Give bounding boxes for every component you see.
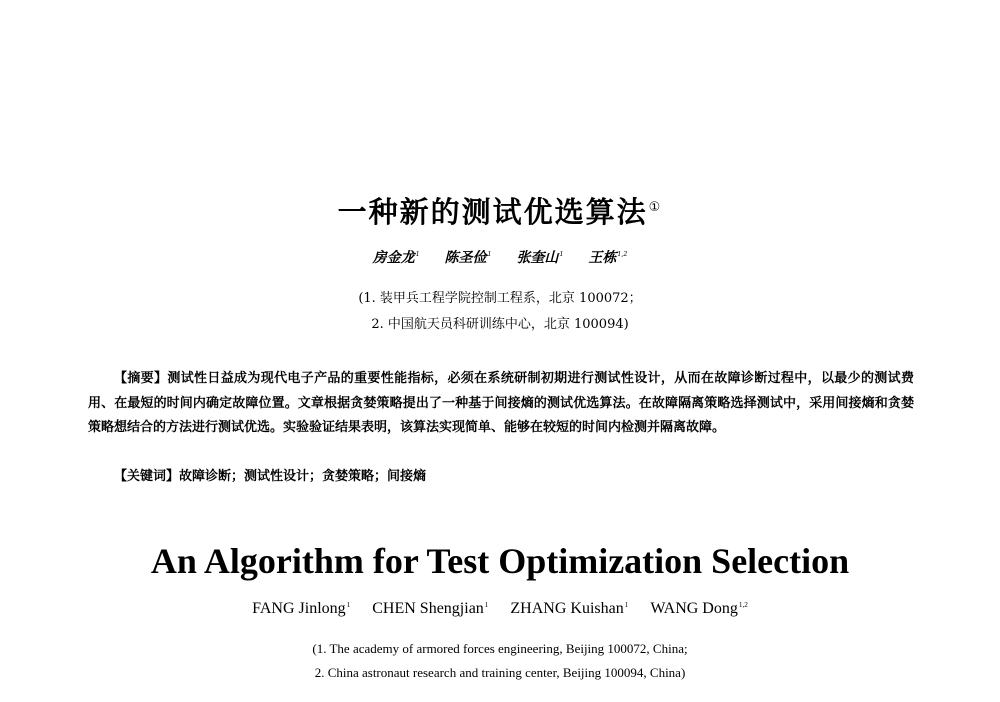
author-affiliation-mark: 1,2 (617, 251, 628, 259)
author-name: 张奎山 (516, 250, 559, 266)
author-affiliation-mark: 1 (487, 251, 492, 259)
chinese-abstract: 【摘要】测试性日益成为现代电子产品的重要性能指标，必须在系统研制初期进行测试性设计，从而在故障诊断过程中，以最少的测试费用、在最短的时间内确定故障位置。文章根据贪婪策略提出了一种基于间接熵的测试优选算法。在故障隔离策略选择测试中，采用间接熵和贪婪策略想结合的方法进行测试优选。实验验证结果表明，该算法实现简单、能够在较短的时间内检测并隔离故障。 (88, 371, 914, 435)
author-affiliation-mark: 1 (559, 251, 564, 259)
english-affiliation-2: 2. China astronaut research and training center, Beijing 100094, China) (314, 665, 686, 680)
chinese-affiliation-1: (1. 装甲兵工程学院控制工程系，北京 100072； (358, 291, 642, 306)
chinese-keywords: 【关键词】故障诊断；测试性设计；贪婪策略；间接熵 (114, 469, 427, 484)
english-author (372, 600, 488, 617)
chinese-title-text: 一种新的测试优选算法 (337, 195, 648, 229)
author-name: FANG Jinlong (252, 600, 346, 617)
author-name: 王栋 (588, 250, 617, 266)
author-affiliation-mark: 1 (346, 600, 351, 609)
english-title: An Algorithm for Test Optimization Selection (150, 541, 850, 581)
author-affiliation-mark: 1 (484, 600, 489, 609)
author-affiliation-mark: 1 (624, 600, 629, 609)
chinese-author-list (0, 247, 1000, 267)
chinese-title (0, 190, 1000, 231)
english-affiliation-1: (1. The academy of armored forces engineering, Beijing 100072, China; (312, 641, 688, 656)
english-author (252, 600, 350, 617)
chinese-author (588, 250, 627, 266)
author-affiliation-mark: 1,2 (738, 600, 748, 609)
author-name: 陈圣俭 (444, 250, 487, 266)
title-footnote-mark: ① (648, 200, 663, 216)
chinese-affiliation-2: 2. 中国航天员科研训练中心，北京 100094) (371, 317, 629, 332)
english-author (650, 600, 748, 617)
author-affiliation-mark: 1 (415, 251, 420, 259)
author-name: CHEN Shengjian (372, 600, 484, 617)
author-name: ZHANG Kuishan (510, 600, 624, 617)
author-name: 房金龙 (372, 250, 415, 266)
author-name: WANG Dong (650, 600, 738, 617)
chinese-author (373, 250, 420, 266)
english-author (510, 600, 628, 617)
english-author-list (0, 600, 1000, 618)
chinese-author (516, 250, 563, 266)
chinese-author (445, 250, 492, 266)
